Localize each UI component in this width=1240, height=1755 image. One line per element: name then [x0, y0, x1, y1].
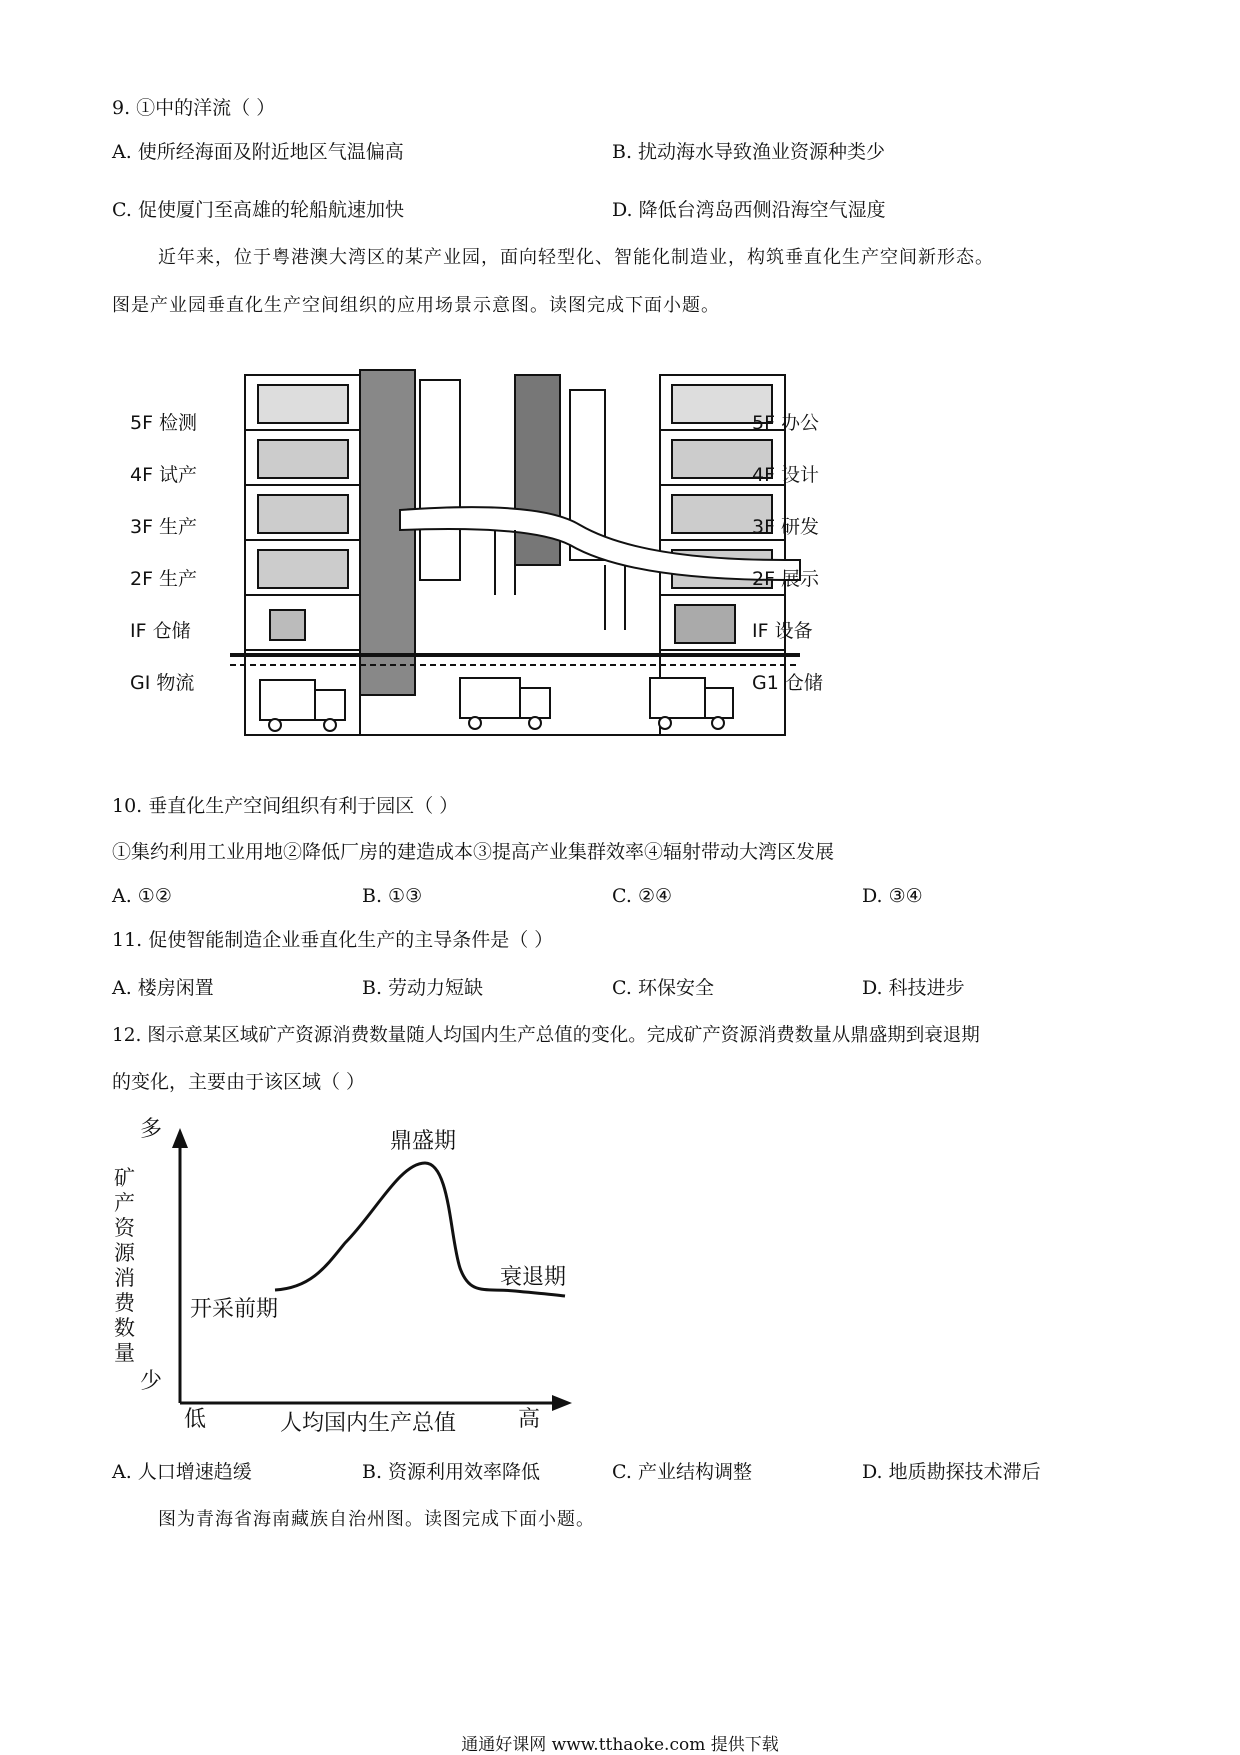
intro1-line1: 近年来，位于粤港澳大湾区的某产业园，面向轻型化、智能化制造业，构筑垂直化生产空间新形态。	[158, 247, 994, 268]
left-floor-5: 5F 检测	[130, 412, 198, 434]
q10-statements: ①集约利用工业用地②降低厂房的建造成本③提高产业集群效率④辐射带动大湾区发展	[112, 841, 835, 863]
right-floor-4: 4F 设计	[752, 464, 820, 486]
q11-option-d: D. 科技进步	[862, 977, 965, 999]
right-floor-g1: G1 仓储	[752, 672, 823, 694]
left-floor-2: 2F 生产	[130, 568, 198, 590]
stage-peak-label: 鼎盛期	[390, 1129, 457, 1154]
mineral-consumption-figure	[110, 1118, 590, 1440]
q9-option-d: D. 降低台湾岛西侧沿海空气湿度	[612, 199, 886, 221]
q10-option-a: A. ①②	[112, 885, 172, 907]
x-axis-low: 低	[184, 1407, 207, 1432]
left-floor-4: 4F 试产	[130, 464, 198, 486]
right-floor-3: 3F 研发	[752, 516, 820, 538]
left-floor-g1: GI 物流	[130, 672, 195, 694]
x-axis-high: 高	[518, 1407, 541, 1432]
y-axis-label: 矿产资源消费数量	[114, 1166, 135, 1365]
right-floor-1: IF 设备	[752, 620, 813, 642]
left-floor-1: IF 仓储	[130, 620, 191, 642]
right-floor-5: 5F 办公	[752, 412, 820, 434]
q11-option-c: C. 环保安全	[612, 977, 714, 999]
y-axis-low: 少	[140, 1369, 163, 1394]
q9-stem: 9. ①中的洋流（ ）	[112, 97, 276, 119]
q10-option-c: C. ②④	[612, 885, 673, 907]
left-floor-3: 3F 生产	[130, 516, 198, 538]
footer-credit: 通通好课网 www.tthaoke.com 提供下载	[461, 1735, 779, 1755]
intro2: 图为青海省海南藏族自治州图。读图完成下面小题。	[158, 1509, 595, 1530]
q10-stem: 10. 垂直化生产空间组织有利于园区（ ）	[112, 795, 459, 817]
q11-option-a: A. 楼房闲置	[112, 977, 214, 999]
q12-stem-line1: 12. 图示意某区域矿产资源消费数量随人均国内生产总值的变化。完成矿产资源消费数量从鼎盛期到衰退期	[112, 1025, 980, 1046]
q10-option-b: B. ①③	[362, 885, 423, 907]
y-axis-high: 多	[140, 1117, 163, 1142]
right-floor-2: 2F 展示	[752, 568, 820, 590]
q12-option-b: B. 资源利用效率降低	[362, 1461, 541, 1483]
q11-stem: 11. 促使智能制造企业垂直化生产的主导条件是（ ）	[112, 929, 554, 951]
vertical-production-figure	[120, 360, 840, 760]
q12-option-a: A. 人口增速趋缓	[112, 1461, 252, 1483]
q12-option-c: C. 产业结构调整	[612, 1461, 752, 1483]
q9-option-c: C. 促使厦门至高雄的轮船航速加快	[112, 199, 404, 221]
stage-decline-label: 衰退期	[500, 1265, 567, 1290]
q12-stem-line2: 的变化，主要由于该区域（ ）	[112, 1071, 366, 1093]
stage-start-label: 开采前期	[190, 1297, 279, 1322]
q9-option-a: A. 使所经海面及附近地区气温偏高	[112, 141, 404, 163]
x-axis-label: 人均国内生产总值	[280, 1411, 457, 1436]
q10-option-d: D. ③④	[862, 885, 923, 907]
vertical-production-illustration	[120, 360, 840, 760]
intro1-line2: 图是产业园垂直化生产空间组织的应用场景示意图。读图完成下面小题。	[112, 295, 720, 316]
q12-option-d: D. 地质勘探技术滞后	[862, 1461, 1041, 1483]
q11-option-b: B. 劳动力短缺	[362, 977, 484, 999]
q9-option-b: B. 扰动海水导致渔业资源种类少	[612, 141, 886, 163]
